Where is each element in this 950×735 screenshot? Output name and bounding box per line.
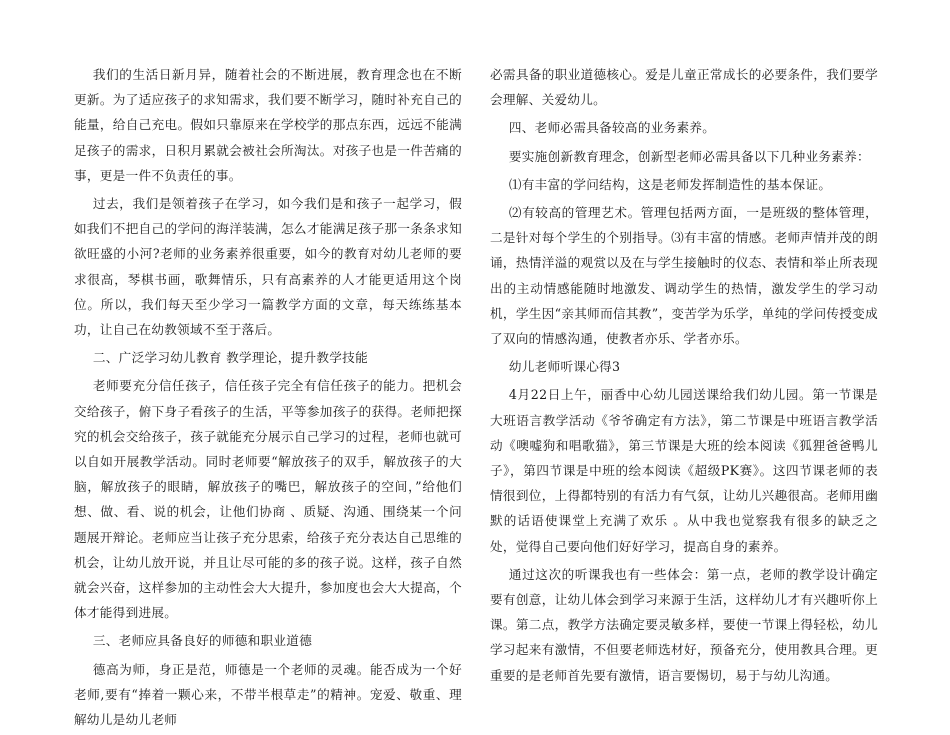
paragraph-innovation-intro: 要实施创新教育理念，创新型老师必需具备以下几种业务素养：	[508, 148, 870, 164]
paragraph-learning-intro: 我们的生活日新月异，随着社会的不断进展，教育理念也在不断更新。为了适应孩子的求知需求，我们要不断学习，随时补充自己的能量，给自己充电。假如只靠原来在学校学的那点东西，远远不能满足孩子的需求，日积月累就会被社会所淘汰。对孩子也是一件苦痛的事，更是一件不负责任的事。	[74, 67, 462, 183]
paragraph-past-learning: 过去，我们是领着孩子在学习，如今我们是和孩子一起学习，假如我们不把自己的学问的海洋装满，怎么才能满足孩子那一条条求知欲旺盛的小河?老师的业务素养很重要，如今的教育对幼儿老师的要求很高，琴棋书画，歌舞情乐，只有高素养的人才能更适用这个岗位。所以，我们每天至少学习一篇教学方面的文章，每天练练基本功，让自己在幼教领域不至于落后。	[74, 196, 462, 338]
paragraph-knowledge-structure: ⑴有丰富的学问结构，这是老师发挥制造性的基本保证。	[508, 176, 832, 192]
paragraph-management-emotion: ⑵有较高的管理艺术。管理包括两方面，一是班级的整体管理，二是针对每个学生的个别指导。⑶有丰富的情感。老师声情并茂的朗诵，热情洋溢的观赏以及在与学生接触时的仪态、表情和举止所表现出的主动情感能随时地激发、调动学生的热情，激发学生的学习动机，学生因“亲其师而信其教”，变苦学为乐学，单纯的学问传授变成了双向的情感沟通，使教者亦乐、学者亦乐。	[490, 205, 878, 347]
section-heading-2: 二、广泛学习幼儿教育 教学理论，提升教学技能	[92, 350, 368, 366]
left-column	[74, 62, 462, 735]
paragraph-ethics-continued: 必需具备的职业道德核心。爱是儿童正常成长的必要条件，我们要学会理解、关爱幼儿。	[490, 67, 878, 108]
paragraph-trust-children: 老师要充分信任孩子，信任孩子完全有信任孩子的能力。把机会交给孩子，俯下身子看孩子的生活，平等参加孩子的获得。老师把探究的机会交给孩子，孩子就能充分展示自己学习的过程，老师也就可以自如开展教学活动。同时老师要“解放孩子的双手，解放孩子的大脑，解放孩子的眼睛，解放孩子的嘴巴，解放孩子的空间，”给他们想、做、看、说的机会，让他们协商 、质疑、沟通、围绕某一个问题展开辩论。老师应当让孩子充分思索，给孩子充分表达自己思维的机会，让幼儿放开说，并且让尽可能的多的孩子说。这样，孩子自然就会兴奋，这样参加的主动性会大大提升，参加度也会大大提高，个体才能得到进展。	[74, 378, 462, 621]
section-heading-3: 三、老师应具备良好的师德和职业道德	[92, 633, 313, 649]
paragraph-experience: 通过这次的听课我也有一些体会：第一点，老师的教学设计确定要有创意，让幼儿体会到学习来源于生活，这样幼儿才有兴趣听你上课。第二点，教学方法确定要灵敏多样，要使一节课上得轻松，幼儿学习起来有激情，不但要老师选材好，预备充分，使用教具合理。更重要的是老师首先要有激情，语言要惕切，易于与幼儿沟通。	[490, 566, 878, 683]
right-column	[490, 62, 878, 691]
section-title-reflection-3: 幼儿老师听课心得3	[508, 359, 621, 375]
section-heading-4: 四、老师必需具备较高的业务素养。	[508, 120, 716, 136]
paragraph-teacher-ethics: 德高为师，身正是范，师德是一个老师的灵魂。能否成为一个好老师,要有“捧着一颗心来，不带半根草走”的精神。宠爱、敬重、理解幼儿是幼儿老师	[74, 661, 462, 728]
paragraph-april-22: 4月22日上午，丽香中心幼儿园送课给我们幼儿园。第一节课是大班语言教学活动《爷爷确定有方法》，第二节课是中班语言教学活动《噢嘘狗和唱歌猫》，第三节课是大班的绘本阅读《狐狸爸爸鸭儿子》，第四节课是中班的绘本阅读《超级PK赛》。这四节课老师的表情很到位，上得都特别的有活力有气氛，让幼儿兴趣很高。老师用幽默的话语使课堂上充满了欢乐 。从中我也觉察我有很多的缺乏之处，觉得自己要向他们好好学习，提高自身的素养。	[490, 387, 878, 554]
